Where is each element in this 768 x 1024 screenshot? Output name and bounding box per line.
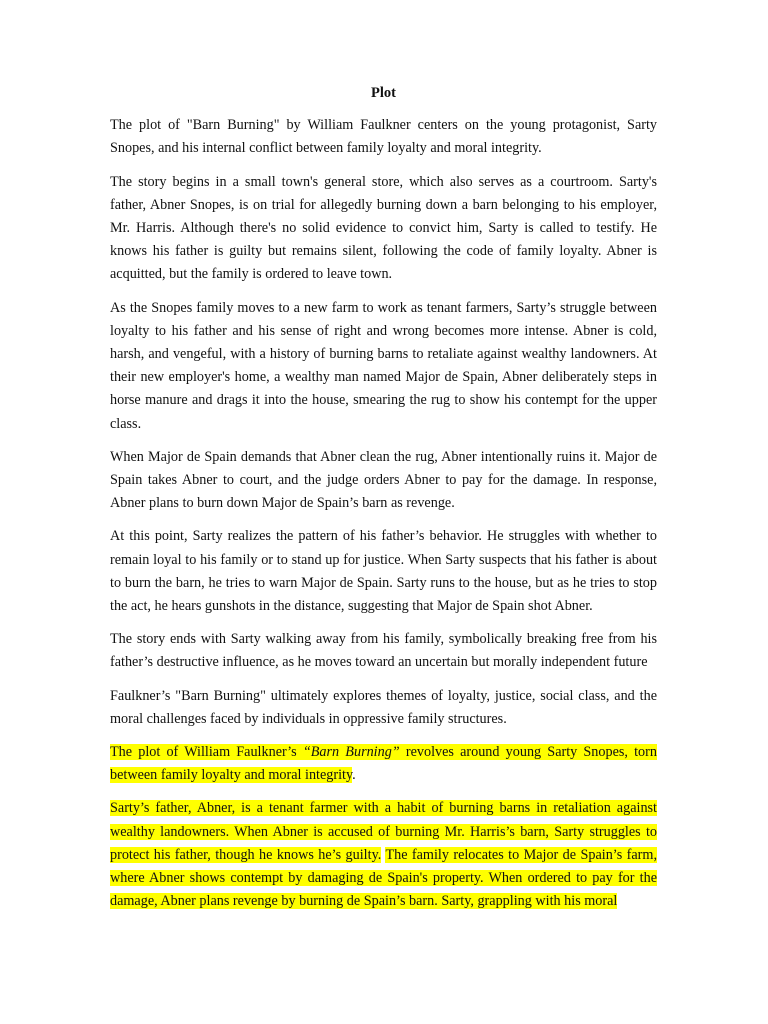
highlighted-paragraph-detail: [110, 797, 657, 913]
highlighted-paragraph-summary: [110, 741, 657, 787]
highlight-text-part1: Sarty’s father, Abner, is a tenant farmer with a habit of burning barns in retaliation against wealthy landowners. When Abner is accused of burning Mr. Harris’s barn, Sarty struggles to protect his father, though he knows he’s guilty.: [110, 800, 657, 863]
highlight-span: [110, 744, 657, 783]
paragraph-realization: At this point, Sarty realizes the pattern of his father’s behavior. He struggles with whether to remain loyal to his family or to stand up for justice. When Sarty suspects that his father is about to burn the barn, he tries to warn Major de Spain. Sarty runs to the house, but as he tries to stop the act, he hears gunshots in the distance, suggesting that Major de Spain shot Abner.: [110, 528, 657, 615]
paragraph-rug: When Major de Spain demands that Abner clean the rug, Abner intentionally ruins it. Major de Spain takes Abner to court, and the judge orders Abner to pay for the damage. In response, Abner plans to burn down Major de Spain’s barn as revenge.: [110, 448, 657, 512]
page-title: Plot: [371, 85, 396, 101]
highlight-text-part2: The family relocates to Major de Spain’s farm, where Abner shows contempt by damaging de Spain's property. When ordered to pay for the damage, Abner plans revenge by burning de Spain’s barn. Sarty, grappling with his moral: [110, 846, 657, 910]
paragraph-new-farm: As the Snopes family moves to a new farm to work as tenant farmers, Sarty’s struggle between loyalty to his father and his sense of right and wrong becomes more intense. Abner is cold, harsh, and vengeful, with a history of burning barns to retaliate against wealthy landowners. At their new employer's home, a wealthy man named Major de Spain, Abner deliberately steps in horse manure and drags it into the house, smearing the rug to show his contempt for the upper class.: [110, 299, 657, 432]
paragraph-ending: The story ends with Sarty walking away from his family, symbolically breaking free from his father’s destructive influence, as he moves toward an uncertain but morally independent future: [110, 631, 657, 671]
paragraph-themes: Faulkner’s "Barn Burning" ultimately explores themes of loyalty, justice, social class, and the moral challenges faced by individuals in oppressive family structures.: [110, 687, 657, 727]
highlight-text-title-italic: “Barn Burning”: [302, 744, 400, 761]
highlight-text-after: revolves around young Sarty Snopes, torn between family loyalty and moral integrity: [110, 744, 657, 784]
highlight-trailing-period: .: [352, 767, 356, 784]
highlight-text-before: The plot of William Faulkner’s: [110, 744, 303, 761]
paragraph-store-trial: The story begins in a small town's general store, which also serves as a courtroom. Sarty's father, Abner Snopes, is on trial for allegedly burning down a barn belonging to his employer, Mr. Harris. Although there's no solid evidence to convict him, Sarty is called to testify. He knows his father is guilty but remains silent, following the code of family loyalty. Abner is acquitted, but the family is ordered to leave town.: [110, 173, 657, 283]
document-page: [110, 82, 657, 924]
paragraph-intro: The plot of "Barn Burning" by William Faulkner centers on the young protagonist, Sarty Snopes, and his internal conflict between family loyalty and moral integrity.: [110, 117, 657, 157]
